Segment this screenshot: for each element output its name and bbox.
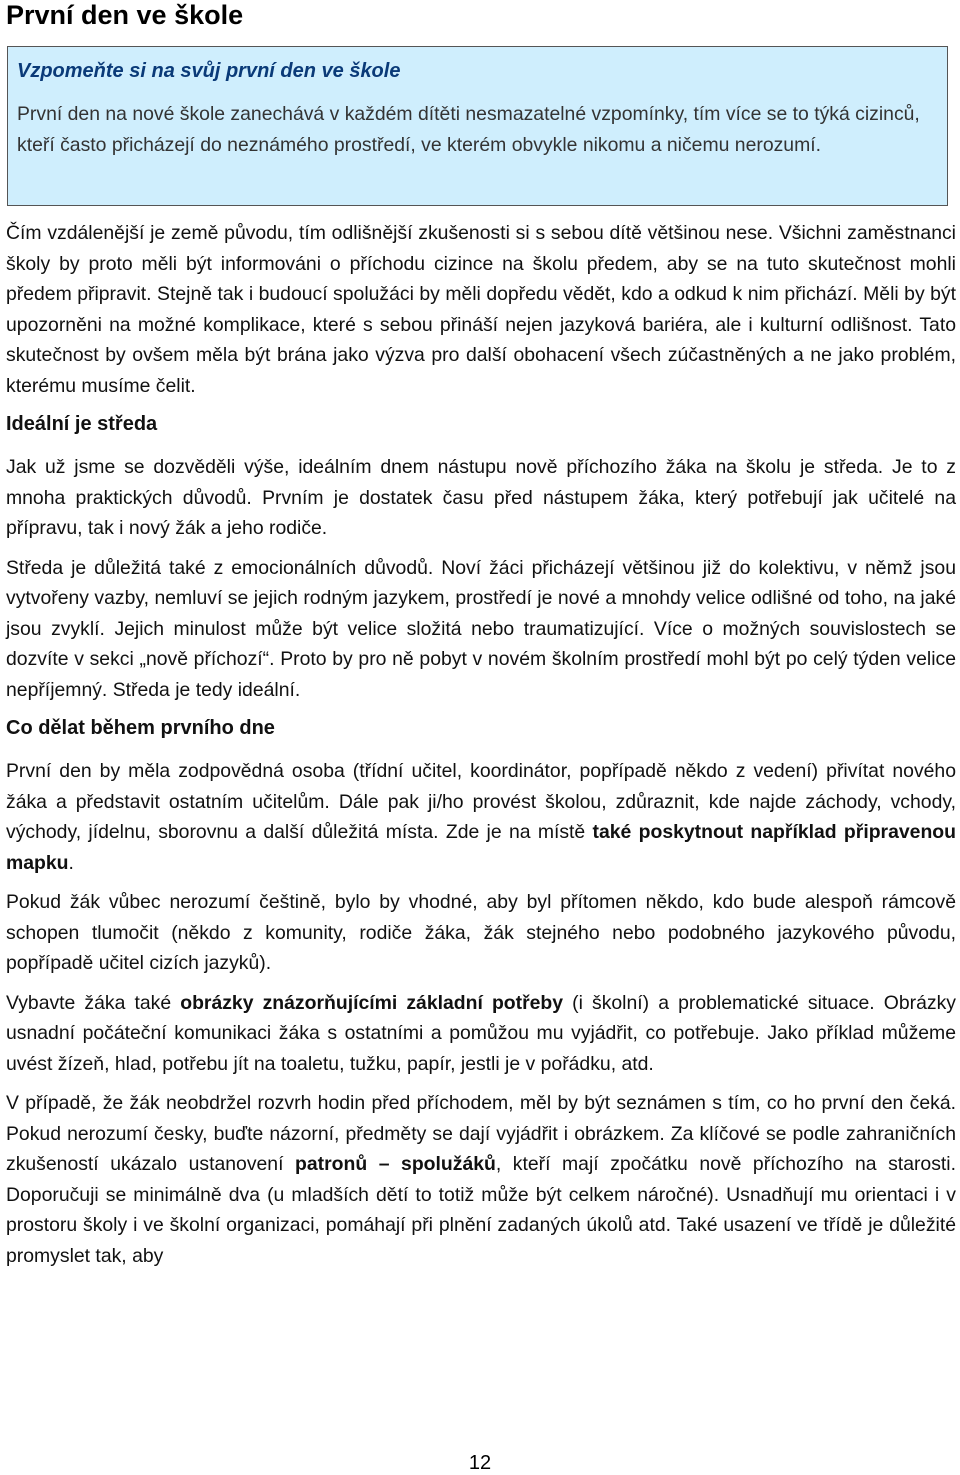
first-day-p4-end: , kteří mají zpočátku nově příchozího na starosti. Doporučuji se minimálně dva (u mladších dětí to totiž může být celkem náročné). Usnadňují mu orientaci i v prostoru školy i ve školní organizaci, pomáhají při plnění zadaných úkolů atd. Také usazení ve třídě je důležité promyslet tak, aby (6, 1153, 956, 1267)
page-title: První den ve škole (6, 0, 244, 30)
first-day-p3-end: (i školní) a problematické situace. Obrázky usnadní počáteční komunikaci žáka s ostatními a pomůžou mu vyjádřit, co potřebuje. Jako příklad můžeme uvést žízeň, hlad, potřebu jít na toaletu, tužku, papír, jestli je v pořádku, atd. (6, 991, 956, 1075)
callout-title: Vzpomeňte si na svůj první den ve škole (17, 60, 401, 82)
section-heading-first-day: Co dělat během prvního dne (6, 717, 275, 739)
first-day-p3-bold: obrázky znázorňujícími základní potřeby (180, 991, 564, 1014)
first-day-paragraph-1 (6, 756, 956, 878)
first-day-paragraph-3 (6, 988, 956, 1080)
callout-box (7, 46, 948, 206)
first-day-paragraph-4 (6, 1088, 956, 1271)
page-number: 12 (468, 1452, 492, 1474)
first-day-p1-end: . (68, 851, 74, 874)
wednesday-paragraph-2: Středa je důležitá také z emocionálních důvodů. Noví žáci přicházejí většinou již do kolektivu, v němž jsou vytvořeny vazby, nemluví se jejich rodným jazykem, prostředí je nové a mnohdy velice odlišné od toho, na jaké jsou zvyklí. Jejich minulost může být velice složitá nebo traumatizující. Více o možných souvislostech se dozvíte v sekci „nově příchozí“. Proto by pro ně pobyt v novém školním prostředí mohl být po celý týden velice nepříjemný. Středa je tedy ideální. (6, 556, 956, 701)
first-day-p1-text: První den by měla zodpovědná osoba (třídní učitel, koordinátor, popřípadě někdo z vedení) přivítat nového žáka a představit ostatním učitelům. Dále pak ji/ho provést školou, zdůraznit, kde najde záchody, vchody, východy, jídelnu, sborovnu a další důležitá místa. Zde je na místě (6, 760, 956, 843)
callout-text: První den na nové škole zanechává v každém dítěti nesmazatelné vzpomínky, tím více se to týká cizinců, kteří často přicházejí do neznámého prostředí, ve kterém obvykle nikomu a ničemu nerozumí. (17, 103, 920, 156)
first-day-p3-start: Vybavte žáka také (6, 991, 181, 1014)
first-day-p4-start: V případě, že žák neobdržel rozvrh hodin před příchodem, měl by být seznámen s tím, co ho první den čeká. Pokud nerozumí česky, buďte názorní, předměty se dají vyjádřit i obrázkem. Za klíčové se podle zahraničních zkušeností ukázalo ustanovení (6, 1092, 956, 1175)
wednesday-paragraph-1: Jak už jsme se dozvěděli výše, ideálním dnem nástupu nově příchozího žáka na školu je středa. Je to z mnoha praktických důvodů. Prvním je dostatek času před nástupem žáka, který potřebují jak učitelé na přípravu, tak i nový žák a jeho rodiče. (6, 456, 956, 539)
first-day-p4-bold: patronů – spolužáků (295, 1153, 496, 1175)
intro-paragraph: Čím vzdálenější je země původu, tím odlišnější zkušenosti si s sebou dítě většinou nese. Všichni zaměstnanci školy by proto měli být informováni o příchodu cizince na školu předem, aby se na tuto skutečnost mohli předem připravit. Stejně tak i budoucí spolužáci by měli dopředu vědět, kdo a odkud k nim přichází. Měli by být upozorněni na možné komplikace, které s sebou přináší nejen jazyková bariéra, ale i kulturní odlišnost. Tato skutečnost by ovšem měla být brána jako výzva pro další obohacení všech zúčastněných a ne jako problém, kterému musíme čelit. (6, 222, 956, 397)
section-heading-wednesday: Ideální je středa (6, 413, 158, 435)
first-day-p1-bold: také poskytnout například připravenou mapku (6, 821, 956, 874)
first-day-paragraph-2: Pokud žák vůbec nerozumí češtině, bylo by vhodné, aby byl přítomen někdo, kdo bude alespoň rámcově schopen tlumočit (někdo z komunity, rodiče žáka, žák stejného nebo podobného jazykového původu, popřípadě učitel cizích jazyků). (6, 891, 956, 974)
body-content (6, 218, 956, 1280)
